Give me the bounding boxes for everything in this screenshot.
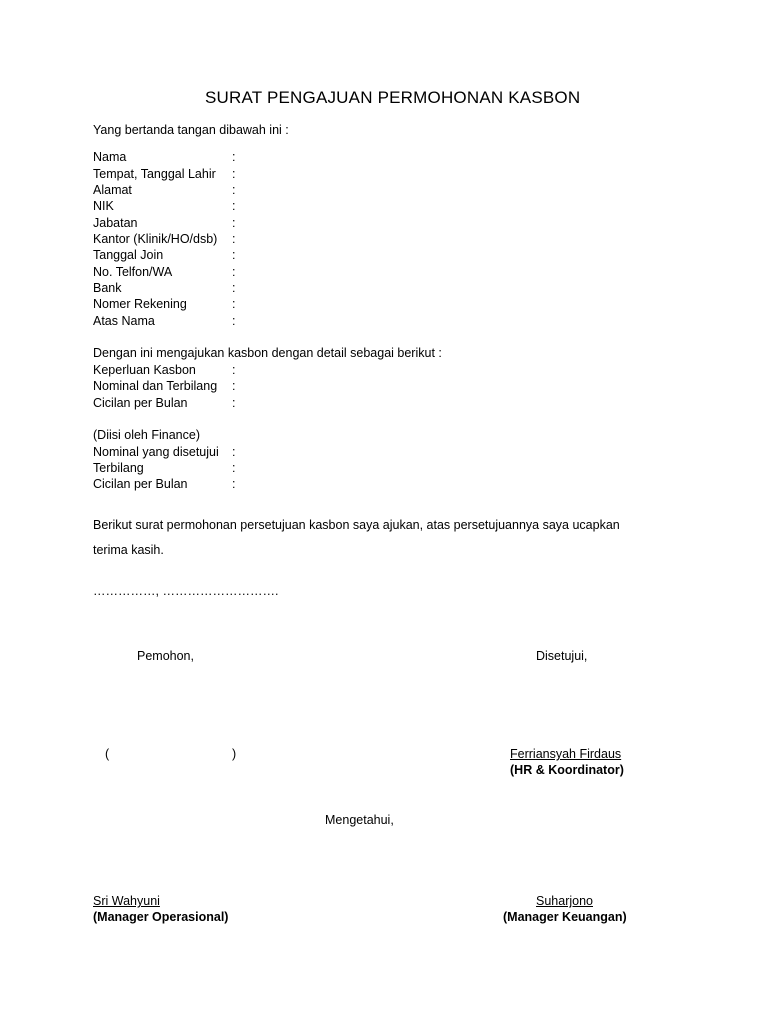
document-title: SURAT PENGAJUAN PERMOHONAN KASBON [205, 88, 581, 107]
closing-text-line-1: Berikut surat permohonan persetujuan kasbon saya ajukan, atas persetujuannya saya ucapkan [93, 518, 620, 532]
acknowledged-label: Mengetahui, [325, 813, 394, 827]
field-label: Kantor (Klinik/HO/dsb) [93, 232, 218, 246]
applicant-name-close-paren: ) [232, 747, 237, 761]
field-row [93, 215, 293, 231]
field-colon: : [232, 199, 236, 213]
field-label: Alamat [93, 183, 132, 197]
field-label: Tempat, Tanggal Lahir [93, 166, 216, 181]
field-label: Cicilan per Bulan [93, 477, 188, 491]
field-row [93, 149, 293, 165]
ops-manager-role: (Manager Operasional) [93, 910, 229, 924]
field-colon: : [232, 264, 236, 279]
field-row [93, 198, 293, 214]
field-label: Keperluan Kasbon [93, 362, 196, 377]
field-colon: : [232, 461, 236, 475]
field-label: Jabatan [93, 215, 138, 230]
approver-role: (HR & Koordinator) [510, 763, 624, 777]
field-colon: : [232, 232, 236, 246]
field-label: Nominal yang disetujui [93, 444, 219, 459]
field-colon: : [232, 313, 236, 328]
applicant-name-open-paren: ( [105, 747, 110, 761]
applicant-label: Pemohon, [137, 649, 194, 663]
field-label: Terbilang [93, 461, 144, 475]
field-row [93, 444, 293, 460]
field-colon: : [232, 379, 236, 393]
field-row [93, 460, 293, 476]
field-colon: : [232, 281, 236, 295]
field-row [93, 264, 293, 280]
field-label: Nominal dan Terbilang [93, 379, 218, 393]
approver-name: Ferriansyah Firdaus [510, 747, 622, 761]
approved-label: Disetujui, [536, 649, 588, 663]
closing-text-line-2: terima kasih. [93, 543, 164, 557]
field-row [93, 296, 293, 312]
field-row [93, 166, 293, 182]
field-colon: : [232, 297, 236, 311]
field-label: Tanggal Join [93, 248, 164, 262]
field-row [93, 476, 293, 492]
field-row [93, 313, 293, 329]
field-label: Nama [93, 150, 127, 164]
request-intro-text: Dengan ini mengajukan kasbon dengan detail sebagai berikut : [93, 346, 442, 360]
field-row [93, 378, 293, 394]
field-colon: : [232, 362, 236, 377]
place-date-blank: ……………, ………………………. [93, 584, 279, 598]
field-row [93, 247, 293, 263]
ops-manager-name: Sri Wahyuni [93, 894, 160, 908]
intro-text: Yang bertanda tangan dibawah ini : [93, 123, 289, 137]
field-label: Nomer Rekening [93, 297, 187, 311]
field-row [93, 231, 293, 247]
field-row [93, 182, 293, 198]
field-row [93, 362, 293, 378]
finance-manager-role: (Manager Keuangan) [503, 910, 627, 924]
field-colon: : [232, 215, 236, 230]
field-colon: : [232, 395, 236, 410]
field-colon: : [232, 444, 236, 459]
field-label: Cicilan per Bulan [93, 395, 188, 410]
field-label: No. Telfon/WA [93, 264, 173, 279]
field-label: Atas Nama [93, 313, 155, 328]
field-colon: : [232, 248, 236, 262]
field-label: NIK [93, 199, 114, 213]
field-row [93, 395, 293, 411]
field-label: Bank [93, 281, 122, 295]
finance-heading: (Diisi oleh Finance) [93, 428, 200, 442]
field-colon: : [232, 477, 236, 491]
field-row [93, 280, 293, 296]
field-colon: : [232, 166, 236, 181]
field-colon: : [232, 183, 236, 197]
finance-manager-name: Suharjono [536, 894, 593, 908]
field-colon: : [232, 150, 236, 164]
